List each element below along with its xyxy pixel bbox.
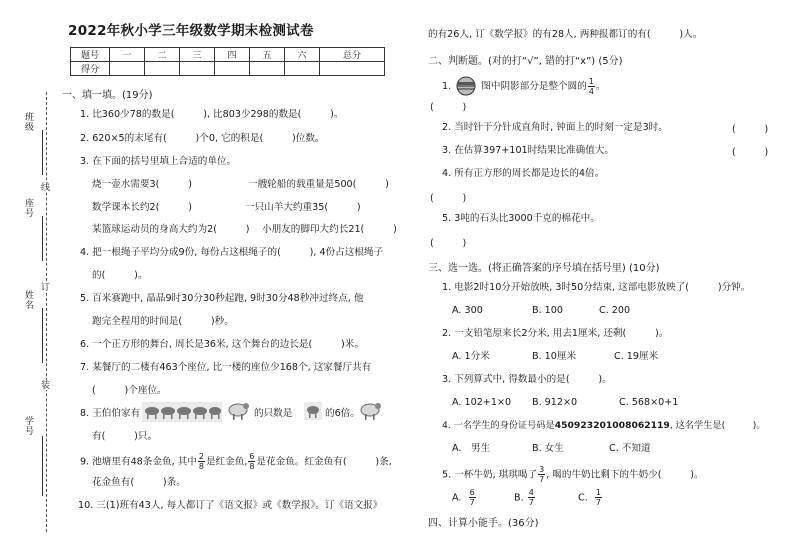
s1-question-6: 6. 一个正方形的舞台, 周长是36米, 这个舞台的边长是( )米。 [80,339,364,350]
s1-question-2: 2. 620×5的末尾有( )个0, 它的积是( )位数。 [80,133,325,144]
section4-heading: 四、计算小能手。(36分) [428,518,539,529]
sheep-icon [358,400,382,422]
fraction-denominator: 7 [595,498,601,507]
s1-question-3c: 数学课本长约2( ) [92,202,192,213]
s3-q3-option-b: B. 912×0 [532,397,578,408]
binding-mark-staple: 订 [39,282,49,292]
binding-label-name: 姓名 [23,290,33,310]
binding-mark-line: 线 [39,182,49,192]
s1-question-5b: 跑完全程用的时间是( )秒。 [92,316,234,327]
s2-question-3: 3. 在估算397+101时结果比准确值大。 [442,145,614,156]
score-table [70,47,385,76]
fraction-numerator: 1 [588,76,594,86]
binding-label-seat: 座号 [23,198,33,218]
sheep-icon [226,400,250,422]
s2-q3-answer-paren[interactable]: ( ) [732,147,769,158]
score-cell[interactable] [180,62,215,76]
q9-fraction-red [198,452,205,471]
fraction-numerator: 6 [249,452,255,461]
s1-question-3f: 小朋友的脚印大约长21( ) [262,224,397,235]
option-fraction [528,488,535,507]
fraction-numerator: 6 [469,488,475,497]
s1-question-10: 10. 三(1)班有43人, 每人都订了《语文报》或《数学报》。订《语文报》 [78,500,383,511]
s1-question-4b: 的( )。 [92,270,148,281]
s3-q1-option-c: C. 200 [599,305,631,316]
cattle-herd-image [142,402,222,422]
s1-question-7b: ( )个座位。 [92,385,167,396]
s3-q4-option-a: A. 男生 [452,443,491,454]
s2-question-5: 5. 3吨的石头比3000千克的棉花中。 [442,213,600,224]
score-row-label: 得分 [71,62,110,76]
s2-question-4: 4. 所有正方形的周长都是边长的4倍。 [442,168,605,179]
fraction-denominator: 4 [588,86,594,96]
s1-question-5a: 5. 百米赛跑中, 晶晶9时30分30秒起跑, 9时30分48秒冲过终点, 他 [80,293,364,304]
option-label: C. [578,492,588,504]
s2-q1-end: 。 [595,81,606,92]
s2-question-1 [442,76,606,96]
score-header: 题号 [71,48,110,62]
s1-question-3b: 一艘轮船的载重量是500( ) [248,179,389,190]
s3-question-4 [442,419,766,433]
s3-q5-text-post: , 喝的牛奶比剩下的牛奶少( )。 [546,469,704,481]
s3-q4-option-c: C. 不知道 [609,443,651,454]
s1-question-10-cont: 的有26人, 订《数学报》的有28人, 两种报都订的有( )人。 [428,29,703,40]
binding-label-class: 班级 [23,112,33,132]
score-header: 四 [215,48,250,62]
s3-question-5 [442,465,704,484]
s3-q1-option-b: B. 100 [532,305,563,316]
s1-question-8d: 有( )只。 [92,431,158,442]
score-header: 总分 [320,48,385,62]
binding-field-student-no [42,436,43,496]
q9-text-1: 9. 池塘里有48条金鱼, 其中 [80,456,197,468]
score-header: 六 [285,48,320,62]
s3-q2-option-c: C. 19厘米 [614,351,659,362]
cattle-single-icon [304,402,322,420]
s3-question-1: 1. 电影2时10分开始放映, 3时50分结束, 这部电影放映了( )分钟。 [442,282,751,293]
s3-q1-option-a: A. 300 [452,305,483,316]
option-label: A. [452,492,462,504]
binding-mark-bind: 装 [39,380,49,390]
score-cell[interactable] [215,62,250,76]
s1-question-3: 3. 在下面的括号里填上合适的单位。 [80,156,237,167]
score-cell[interactable] [250,62,285,76]
s3-q4-text-post: , 这名学生是( )。 [669,420,766,431]
score-header: 二 [145,48,180,62]
s2-q1-answer-paren[interactable]: ( ) [430,102,467,113]
s2-q2-answer-paren[interactable]: ( ) [732,124,769,135]
binding-field-class [42,130,43,175]
score-header: 一 [110,48,145,62]
score-header: 三 [180,48,215,62]
s2-q1-text: 图中阴影部分是整个圆的 [481,81,587,92]
s1-question-1: 1. 比360少78的数是( ), 比803少298的数是( )。 [80,109,344,120]
option-fraction [469,488,476,507]
s1-question-4a: 4. 把一根绳子平均分成9份, 每份占这根绳子的( ), 4份占这根绳子 [80,247,384,258]
score-cell[interactable] [145,62,180,76]
s2-q4-answer-paren[interactable]: ( ) [430,193,467,204]
q9-fraction-flower [248,452,255,471]
s3-q5-option-b [514,488,536,507]
section2-heading: 二、判断题。(对的打“√”, 错的打“x”) (5分) [428,56,623,67]
s3-q2-option-b: B. 10厘米 [532,351,577,362]
q9-text-3: 是花金鱼。红金鱼有( )条, [256,456,392,468]
score-cell[interactable] [110,62,145,76]
s3-q3-option-c: C. 568×0+1 [619,397,679,408]
s3-question-2: 2. 一支铅笔原来长2分米, 用去1厘米, 还剩( )。 [442,328,669,339]
s3-q5-option-a [452,488,477,507]
s3-q4-option-b: B. 女生 [532,443,564,454]
s1-question-8c: 的6倍。 [325,408,360,419]
score-cell[interactable] [285,62,320,76]
option-fraction [595,488,602,507]
s3-q5-text-pre: 5. 一杯牛奶, 琪琪喝了 [442,469,538,481]
s3-q3-option-a: A. 102+1×0 [452,397,512,408]
s3-question-3: 3. 下列算式中, 得数最小的是( )。 [442,374,612,385]
score-header: 五 [250,48,285,62]
s3-q4-id-number: 450923201008062119 [554,420,670,431]
fraction-denominator: 7 [469,498,475,507]
fraction-denominator: 7 [539,475,545,484]
s1-question-3a: 烧一壶水需要3( ) [92,179,192,190]
fraction-numerator: 3 [539,465,545,474]
fraction-numerator: 2 [198,452,204,461]
score-cell[interactable] [320,62,385,76]
fraction-denominator: 7 [528,498,534,507]
s1-question-8b: 的只数是 [254,408,293,419]
binding-field-seat [42,216,43,261]
fraction-denominator: 8 [249,462,255,471]
shaded-circle-icon [456,76,476,96]
s1-question-9b: 花金鱼有( )条。 [92,477,186,488]
s2-q1-fraction [588,77,595,96]
s1-question-9a [80,452,392,471]
s1-question-3d: 一只山羊大约重35( ) [245,202,361,213]
q9-text-2: 是红金鱼, [205,456,248,468]
s3-q5-fraction [538,465,545,484]
s3-q4-text-pre: 4. 一名学生的身份证号码是 [442,420,555,431]
s1-question-3e: 某篮球运动员的身高大约为2( ) [92,224,250,235]
s2-q1-number: 1. [442,81,452,92]
fraction-numerator: 4 [528,488,534,497]
section1-heading: 一、填一填。(19分) [62,90,153,101]
s2-q5-answer-paren[interactable]: ( ) [430,238,467,249]
exam-title: 2022年秋小学三年级数学期末检测试卷 [68,23,314,39]
fraction-numerator: 1 [595,488,601,497]
s1-question-7a: 7. 某餐厅的二楼有463个座位, 比一楼的座位少168个, 这家餐厅共有 [80,362,372,373]
binding-field-name [42,308,43,363]
binding-label-student-no: 学号 [23,416,33,436]
section3-heading: 三、选一选。(将正确答案的序号填在括号里) (10分) [428,263,660,274]
binding-fold-line [46,92,47,532]
fraction-denominator: 8 [198,462,204,471]
s2-question-2: 2. 当时针于分针成直角时, 钟面上的时刻一定是3时。 [442,122,668,133]
s3-q5-option-c [578,488,603,507]
s3-q2-option-a: A. 1分米 [452,351,490,362]
option-label: B. [514,492,524,504]
s1-question-8a: 8. 王伯伯家有 [80,408,141,419]
